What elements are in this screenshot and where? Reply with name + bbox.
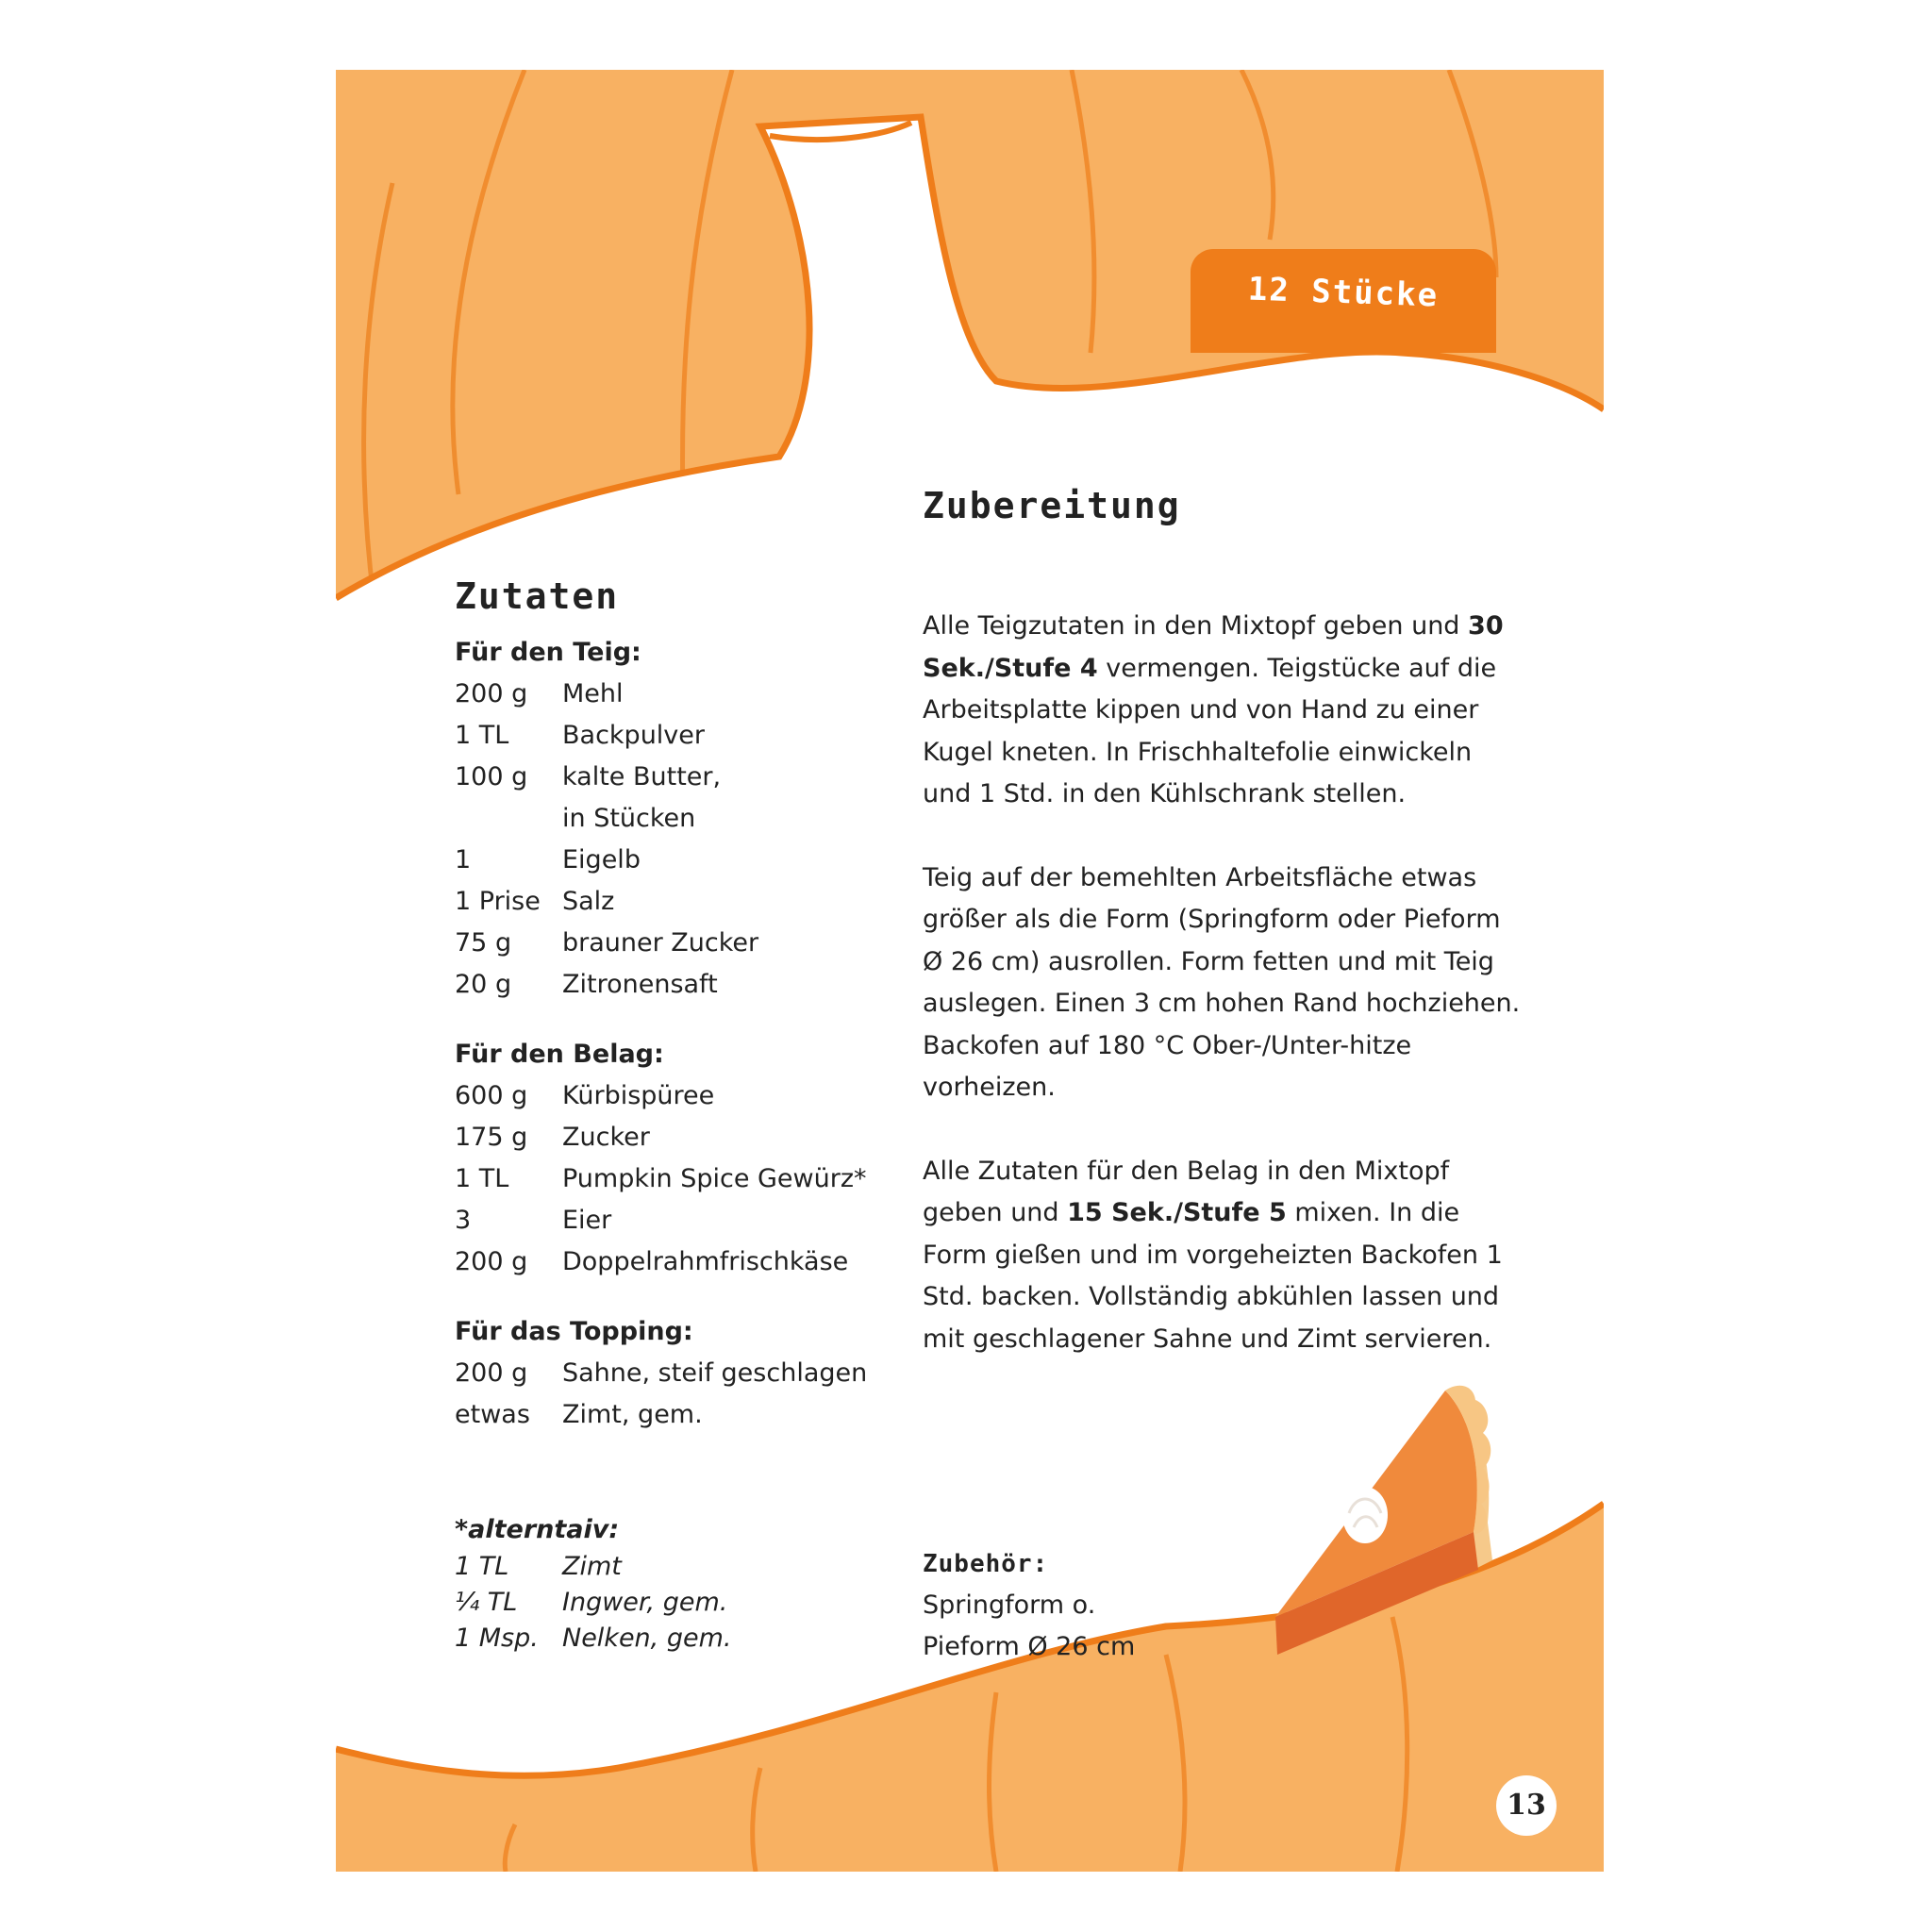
servings-label: 12 Stücke (1247, 270, 1440, 315)
ingredient-row (455, 1075, 908, 1117)
ingredients-section (455, 632, 908, 1657)
ingredient-name: Kürbispüree (562, 1081, 715, 1110)
ingredient-name: Zucker (562, 1123, 650, 1152)
ingredient-qty: 1 Prise (455, 887, 541, 916)
dough-group (455, 632, 908, 1006)
ingredient-qty: 1 Msp. (455, 1624, 539, 1653)
ingredient-row (455, 674, 908, 715)
ingredient-name: Zitronensaft (562, 970, 718, 999)
topping-group (455, 1311, 908, 1436)
preparation-step-2: Teig auf der bemehlten Arbeitsfläche etwas größer als die Form (Springform oder Pieform Ø 26 cm) ausrollen. Form fetten und mit Teig auslegen. Einen 3 cm hohen Rand hochziehen. Backofen auf 180 °C Ober-/Unter-hitze vorheizen. (923, 862, 1521, 1102)
ingredient-name: Zimt (562, 1552, 622, 1581)
ingredient-qty: 20 g (455, 970, 512, 999)
page-number: 13 (1496, 1775, 1557, 1836)
ingredient-name: Zimt, gem. (562, 1400, 703, 1429)
ingredient-qty: 200 g (455, 679, 528, 708)
servings-tab (1191, 249, 1496, 353)
topping-heading: Für das Topping: (455, 1317, 693, 1346)
ingredients-title: Zutaten (455, 575, 620, 617)
ingredient-name-continued: in Stücken (562, 804, 696, 833)
ingredient-name: Pumpkin Spice Gewürz* (562, 1164, 867, 1193)
preparation-title: Zubereitung (923, 485, 1181, 526)
alternative-heading: *alterntaiv: (455, 1515, 620, 1544)
ingredient-name: Eier (562, 1206, 612, 1235)
ingredient-qty: 1 TL (455, 721, 509, 750)
ingredient-name: Ingwer, gem. (562, 1588, 728, 1617)
ingredient-name: Mehl (562, 679, 624, 708)
accessories-section (923, 1543, 1300, 1668)
ingredient-qty: ¼ TL (455, 1588, 518, 1617)
preparation-section (923, 606, 1526, 1402)
ingredient-qty: 200 g (455, 1247, 528, 1276)
ingredient-row (455, 1241, 908, 1283)
accessories-line: Springform o. (923, 1591, 1096, 1620)
preparation-step-1: Alle Teigzutaten in den Mixtopf geben und 30 Sek./Stufe 4 vermengen. Teigstücke auf die Arbeitsplatte kippen und von Hand zu einer Kugel kneten. In Frischhaltefolie einwickeln und 1 Std. in den Kühlschrank stellen. (923, 611, 1504, 808)
preparation-step-3: Alle Zutaten für den Belag in den Mixtopf geben und 15 Sek./Stufe 5 mixen. In die Form gießen und im vorgeheizten Backofen 1 Std. backen. Vollständig abkühlen lassen und mit geschlagener Sahne und Zimt servieren. (923, 1156, 1503, 1354)
ingredient-row (455, 1158, 908, 1200)
ingredient-row (455, 1117, 908, 1158)
filling-group (455, 1034, 908, 1283)
accessories-title: Zubehör: (923, 1550, 1049, 1578)
accessories-line: Pieform Ø 26 cm (923, 1632, 1136, 1661)
ingredient-qty: 1 TL (455, 1164, 509, 1193)
ingredient-qty: 1 (455, 845, 472, 874)
ingredient-qty: 3 (455, 1206, 472, 1235)
ingredient-qty: 75 g (455, 928, 512, 958)
ingredient-row (455, 1585, 908, 1621)
ingredient-qty: 175 g (455, 1123, 528, 1152)
ingredient-name: Doppelrahmfrischkäse (562, 1247, 849, 1276)
alternative-group (455, 1511, 908, 1657)
ingredient-row (455, 1621, 908, 1657)
ingredient-name: Salz (562, 887, 615, 916)
filling-heading: Für den Belag: (455, 1040, 664, 1069)
ingredient-row (455, 1394, 908, 1436)
ingredient-name: Eigelb (562, 845, 641, 874)
ingredient-row (455, 757, 908, 798)
pie-slice-illustration (1257, 1372, 1502, 1674)
ingredient-name: Sahne, steif geschlagen (562, 1358, 868, 1388)
ingredient-qty: 1 TL (455, 1552, 509, 1581)
recipe-page (336, 70, 1604, 1872)
ingredient-qty: 600 g (455, 1081, 528, 1110)
ingredient-name: brauner Zucker (562, 928, 759, 958)
ingredient-row (455, 881, 908, 923)
ingredient-row (455, 715, 908, 757)
ingredient-qty: 200 g (455, 1358, 528, 1388)
ingredient-row (455, 964, 908, 1006)
ingredient-row (455, 1353, 908, 1394)
ingredient-qty: etwas (455, 1400, 530, 1429)
ingredient-row (455, 1200, 908, 1241)
dough-heading: Für den Teig: (455, 638, 641, 667)
ingredient-qty: 100 g (455, 762, 528, 791)
ingredient-row (455, 1549, 908, 1585)
ingredient-name: Nelken, gem. (562, 1624, 732, 1653)
ingredient-row (455, 840, 908, 881)
ingredient-row (455, 923, 908, 964)
ingredient-name: kalte Butter, (562, 762, 722, 791)
ingredient-name: Backpulver (562, 721, 705, 750)
